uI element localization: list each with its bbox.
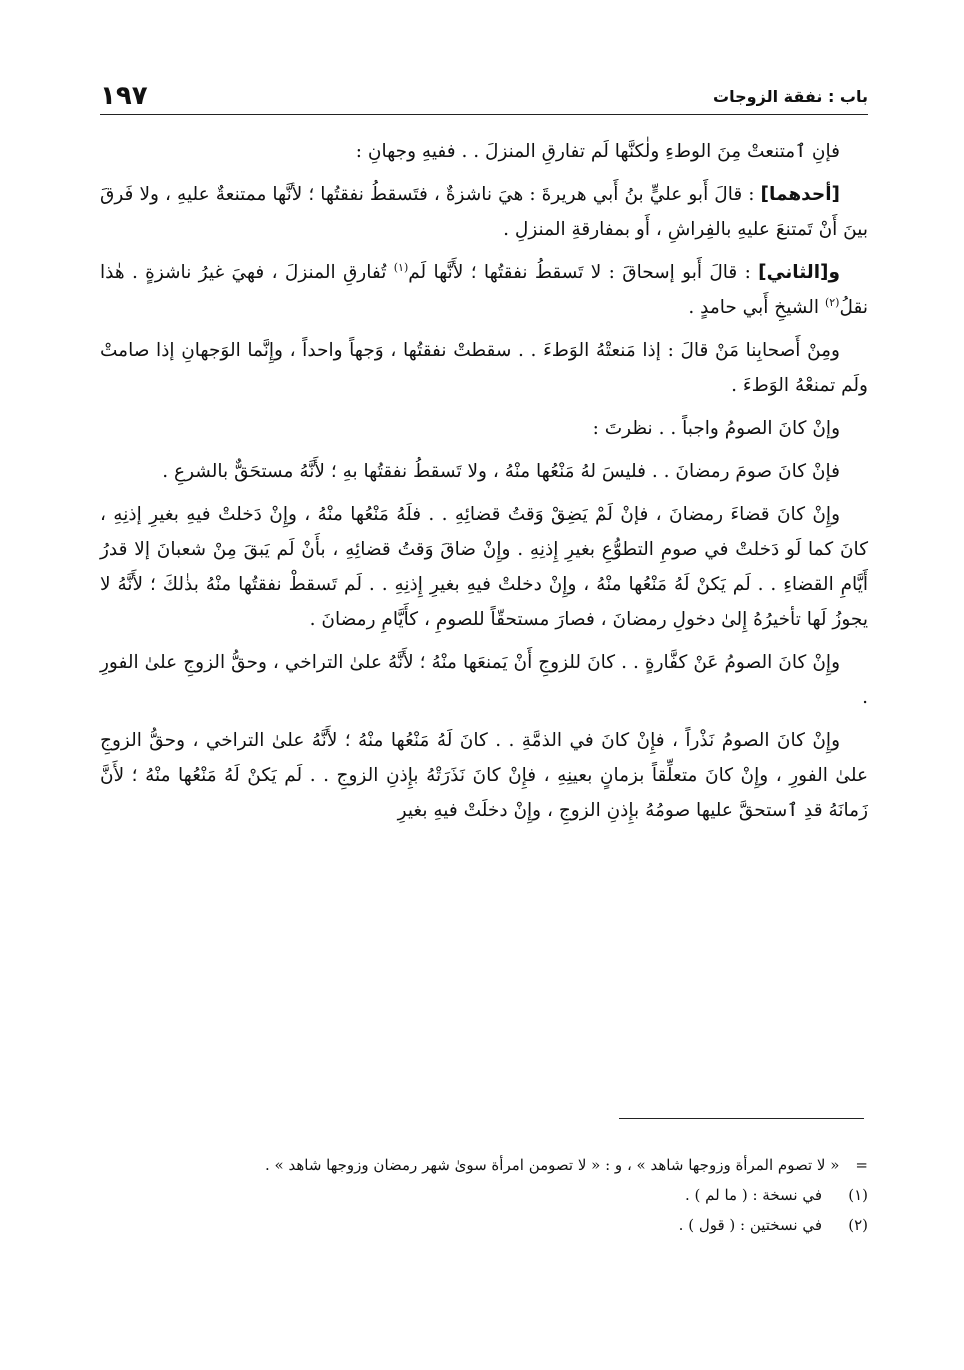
paragraph-text: وإِنْ كانَ الصومُ عَنْ كفَّارةٍ . . كانَ للزوجِ أَنْ يَمنعَها منْهُ ؛ لأَنَّهُ علىٰ التراخي ، وحقُّ الزوجِ علىٰ الفورِ . bbox=[100, 652, 868, 708]
paragraph bbox=[100, 333, 868, 403]
paragraph bbox=[100, 134, 868, 169]
footnote-item bbox=[100, 1180, 868, 1210]
paragraph-text: وإِنْ كانَ قضاءَ رمضانَ ، فإنْ لَمْ يَضِقْ وَقتُ قضائِهِ . . فلَهُ مَنْعُها منْهُ ، وإِنْ دَخلتْ فيهِ بغيرِ إذنِهِ ، كانَ كما لَو دَخلتْ في صومِ التطوُّعِ بغيرِ إِذنِهِ . وإِنْ ضاقَ وَقتُ قضائِهِ ، بأَنْ لَم يَبقَ مِنْ شعبانَ إلا قدرُ أَيَّامِ القضاءِ . . لَم يَكنْ لَهُ مَنْعُها منْهُ ، وإِنْ دخلتْ فيهِ بغيرِ إِذنِهِ . . لَم تَسقطْ نفقتُها منْهُ بذٰلكَ ؛ لأَنَّهُ لا يجوزُ لَها تأخيرُهُ إِلىٰ دخولِ رمضانَ ، فصارَ مستحقّاً للصومِ ، كأَيَّامِ رمضانَ . bbox=[100, 504, 868, 630]
header-divider bbox=[100, 114, 868, 115]
paragraph-text: ومِنْ أَصحابِنا مَنْ قالَ : إذا مَنعتْهُ الوَطءَ . . سقطتْ نفقتُها ، وَجهاً واحداً ، وإِنَّما الوَجهانِ إذا صامتْ ولَم تمنعْهُ الوَطءَ . bbox=[100, 340, 868, 396]
paragraph bbox=[100, 454, 868, 489]
footnote-ref[interactable]: (٢) bbox=[824, 295, 840, 309]
footnote-item bbox=[100, 1210, 868, 1240]
paragraph-text: وإِنْ كانَ الصومُ نَذْراً ، فإِنْ كانَ في الذمَّةِ . . كانَ لَهُ مَنْعُها منْهُ ؛ لأَنَّهُ علىٰ التراخي ، وحقُّ الزوجِ علىٰ الفورِ ، وإِنْ كانَ متعلِّقاً بزمانٍ بعينِهِ ، فإِنْ كانَ نَذَرَتْهُ بإِذنِ الزوجِ . . لَم يَكنْ لَهُ مَنْعُها منْهُ ؛ لأَنَّ زَمانَهُ قدِ ٱستحقَّ عليها صومُهُ بإِذنِ الزوجِ ، وإِنْ دخلَتْ فيهِ بغيرِ bbox=[100, 730, 868, 821]
paragraph bbox=[100, 411, 868, 446]
footnote-text: في نسخة : ( ما لم ) . bbox=[684, 1186, 822, 1204]
footnote-number: (١) bbox=[848, 1186, 868, 1204]
paragraph-text: تُفارقِ المنزلَ ، فهيَ غيرُ ناشزةٍ . هٰذا نقلُ bbox=[100, 262, 868, 318]
paragraph bbox=[100, 497, 868, 637]
footnote-number: (٢) bbox=[848, 1216, 868, 1234]
paragraph-text: وإنْ كانَ الصومُ واجباً . . نظرتَ : bbox=[592, 418, 840, 439]
footnote-divider bbox=[619, 1118, 864, 1119]
paragraph-lead: [أحدهما] bbox=[760, 184, 840, 205]
continuation-mark: = bbox=[855, 1156, 868, 1174]
footnote-text: في نسختين : ( قول ) . bbox=[678, 1216, 822, 1234]
continuation-text: « لا تصوم المرأة وزوجها شاهد » ، و : « لا تصومن امرأة سوىٰ شهر رمضان وزوجها شاهد » . bbox=[265, 1156, 840, 1174]
paragraph bbox=[100, 177, 868, 247]
paragraph bbox=[100, 645, 868, 715]
paragraph bbox=[100, 255, 868, 325]
running-header bbox=[100, 78, 868, 114]
paragraph-lead: و[الثاني] bbox=[758, 262, 840, 283]
footnotes bbox=[100, 1150, 868, 1240]
paragraph-text: : قالَ أَبو عليٍّ بنُ أَبي هريرةَ : هيَ ناشزةٌ ، فتَسقطُ نفقتُها ؛ لأنَّها ممتنعةٌ عليهِ ، ولا فَرقَ بينَ أَنْ تَمتنعَ عليهِ بالفِراشِ ، أَو بمفارقةِ المنزلِ . bbox=[100, 184, 868, 240]
main-text bbox=[100, 134, 868, 836]
paragraph-text: الشيخِ أَبي حامدٍ . bbox=[688, 297, 825, 318]
paragraph-text: : قالَ أَبو إسحاقَ : لا تَسقطُ نفقتُها ؛ لأَنَّها لَم bbox=[408, 262, 759, 283]
paragraph-text: فإنْ كانَ صومَ رمضانَ . . فليسَ لهُ مَنْعُها منْهُ ، ولا تَسقطُ نفقتُها بهِ ؛ لأَنَّهُ مستحَقٌّ بالشرعِ . bbox=[162, 461, 840, 482]
paragraph-text: فإنِ ٱمتنعتْ مِنَ الوطءِ ولٰكنَّها لَم تفارقِ المنزلَ . . ففيهِ وجهانِ : bbox=[355, 141, 840, 162]
paragraph bbox=[100, 723, 868, 828]
chapter-title: باب : نفقة الزوجات bbox=[713, 86, 868, 106]
page-number: ١٩٧ bbox=[100, 81, 148, 111]
footnote-continuation bbox=[100, 1150, 868, 1180]
footnote-ref[interactable]: (١) bbox=[393, 260, 409, 274]
